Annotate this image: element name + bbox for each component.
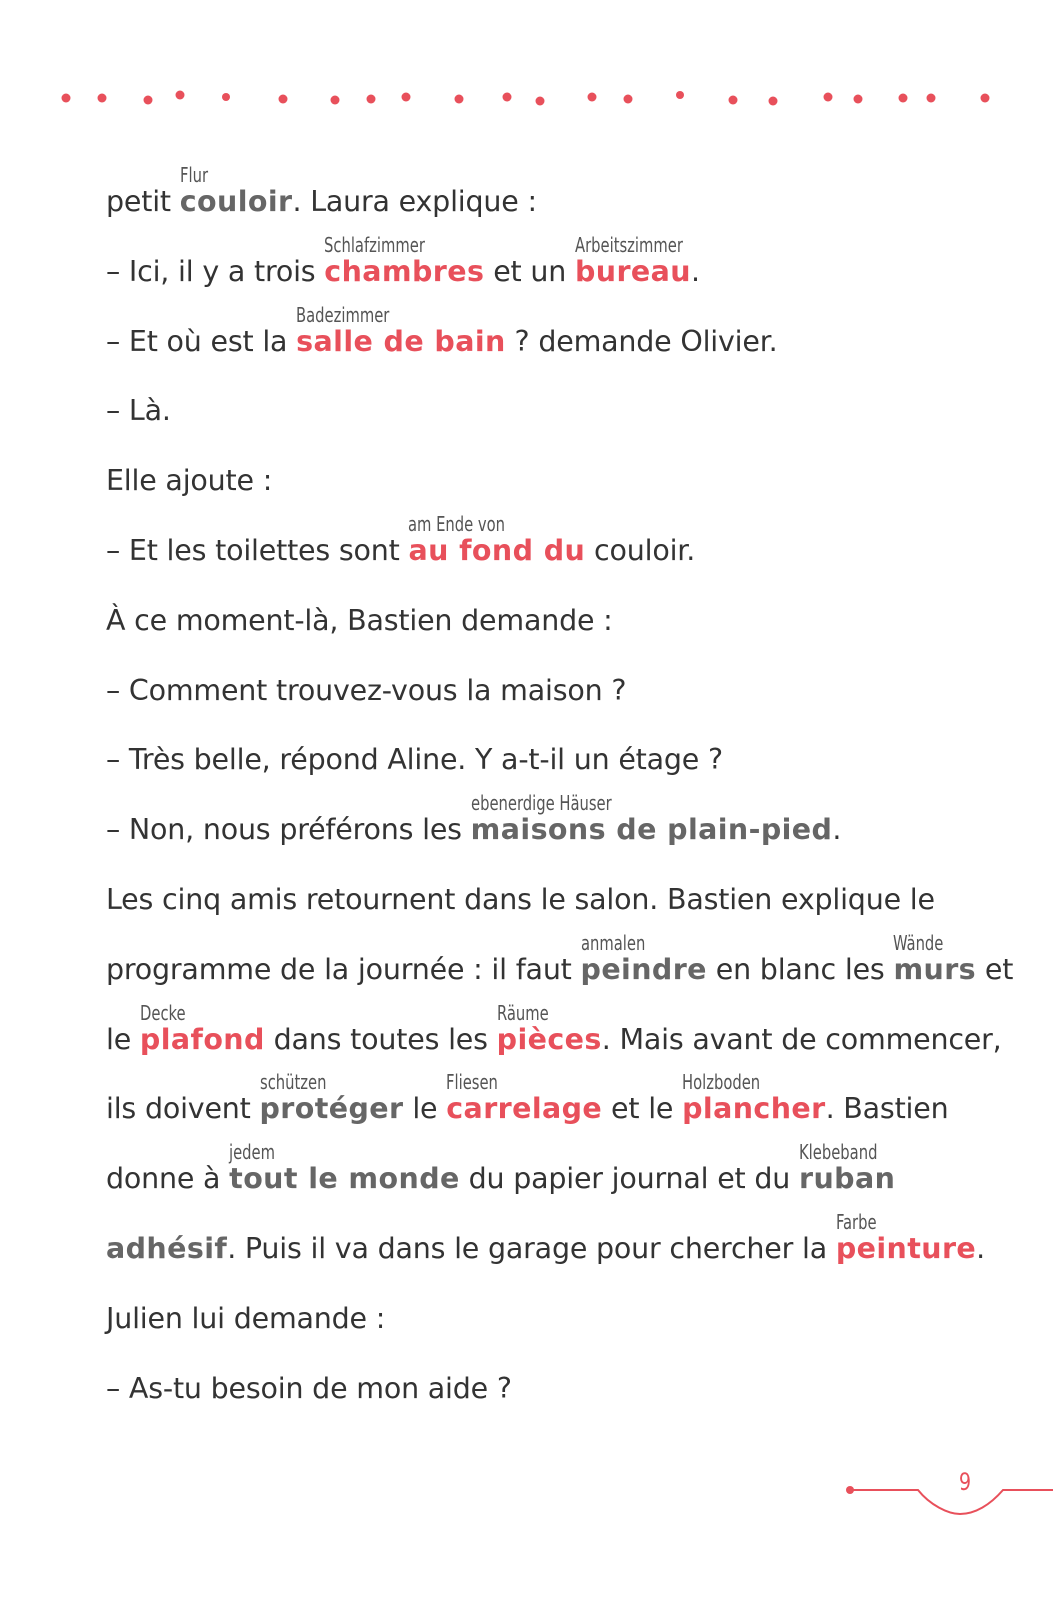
text-segment: et le — [602, 1092, 683, 1126]
german-translation: ebenerdige Häuser — [470, 791, 612, 816]
german-translation: Schlafzimmer — [324, 232, 426, 257]
text-segment: dans toutes les — [264, 1022, 497, 1056]
keyword: maisons de plain-pied — [470, 813, 833, 847]
text-segment: . Bastien — [825, 1092, 949, 1126]
text-segment: . — [976, 1232, 985, 1265]
page-number: 9 — [958, 1468, 972, 1496]
keyword: adhésif — [106, 1232, 228, 1265]
text-segment: Julien lui demande : — [106, 1301, 386, 1335]
text-segment: ? demande Olivier. — [505, 324, 778, 358]
text-segment: donne à — [106, 1162, 230, 1196]
text-segment: – Non, nous préférons les — [106, 813, 471, 847]
text-segment: du papier journal et du — [459, 1162, 800, 1196]
keyword: chambres — [324, 254, 485, 288]
text-segment: en blanc les — [706, 952, 894, 986]
german-translation: Farbe — [835, 1210, 877, 1234]
german-translation: Räume — [496, 1000, 549, 1025]
text-segment: . — [690, 254, 700, 288]
german-translation: Flur — [179, 163, 208, 187]
text-segment: – Très belle, répond Aline. Y a-t-il un étage ? — [106, 743, 723, 777]
german-translation: Wände — [893, 930, 944, 955]
text-segment: – As-tu besoin de mon aide ? — [106, 1371, 512, 1405]
german-translation: am Ende von — [408, 512, 506, 536]
keyword: plafond — [139, 1022, 265, 1056]
keyword: protéger — [259, 1092, 404, 1126]
keyword: au fond du — [408, 534, 586, 567]
german-translation: Decke — [139, 1000, 186, 1025]
keyword: peindre — [580, 952, 707, 986]
text-segment: – Et où est la — [106, 324, 297, 358]
german-translation: schützen — [259, 1070, 326, 1095]
text-segment: programme de la journée : il faut — [106, 952, 581, 986]
text-segment: . — [832, 813, 842, 847]
keyword: tout le monde — [229, 1162, 460, 1196]
keyword: salle de bain — [296, 324, 506, 358]
text-segment: couloir. — [585, 534, 696, 567]
german-translation: Badezimmer — [296, 302, 390, 327]
keyword: ruban — [799, 1162, 896, 1196]
text-segment: – Comment trouvez-vous la maison ? — [106, 673, 627, 707]
keyword: pièces — [496, 1022, 602, 1056]
text-segment: – Ici, il y a trois — [106, 254, 325, 288]
text-segment: Elle ajoute : — [106, 464, 273, 498]
german-translation: Holzboden — [682, 1070, 761, 1095]
text-segment: et — [976, 952, 1014, 986]
keyword: plancher — [682, 1092, 826, 1126]
text-segment: le — [403, 1092, 447, 1126]
keyword: peinture — [835, 1232, 977, 1265]
text-segment: . Mais avant de commencer, — [601, 1022, 1002, 1056]
text-segment: petit — [106, 185, 180, 218]
german-translation: Fliesen — [446, 1070, 499, 1095]
ornament-line — [850, 1490, 1053, 1514]
text-segment: . Puis il va dans le garage pour chercher la — [227, 1232, 836, 1265]
keyword: carrelage — [446, 1092, 603, 1126]
german-translation: anmalen — [580, 930, 645, 955]
text-segment: – Et les toilettes sont — [106, 534, 409, 567]
keyword: murs — [893, 952, 977, 986]
text-segment: ils doivent — [106, 1092, 260, 1126]
keyword: couloir — [179, 185, 293, 218]
text-segment: . Laura explique : — [292, 185, 537, 218]
text-segment: et un — [484, 254, 575, 288]
text-segment: le — [106, 1022, 140, 1056]
text-segment: – Là. — [106, 394, 171, 428]
german-translation: jedem — [229, 1140, 276, 1165]
german-translation: Arbeitszimmer — [574, 232, 683, 257]
german-translation: Klebeband — [799, 1140, 878, 1165]
text-segment: À ce moment-là, Bastien demande : — [106, 603, 613, 637]
text-segment: Les cinq amis retournent dans le salon. Bastien explique le — [106, 883, 935, 916]
keyword: bureau — [574, 254, 691, 288]
